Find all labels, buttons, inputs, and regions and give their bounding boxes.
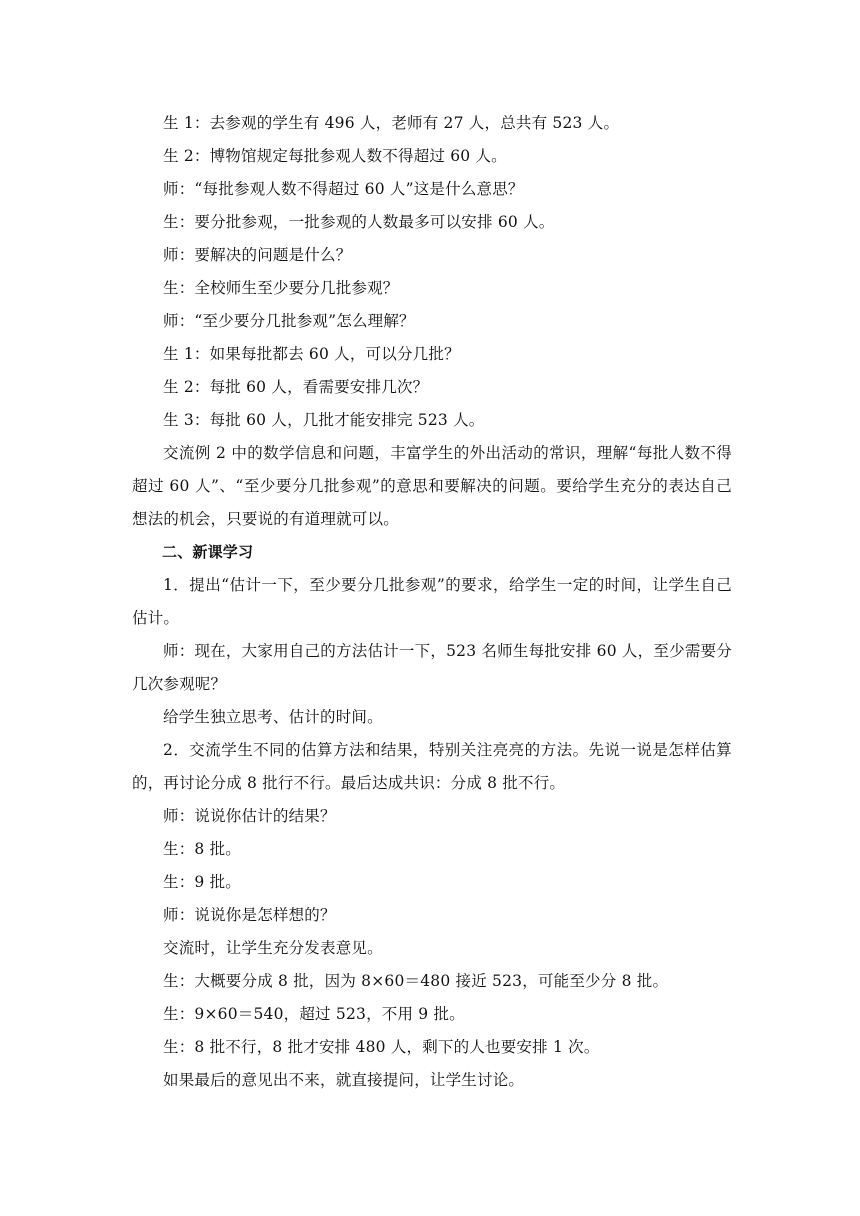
- teaching-note: 交流时，让学生充分发表意见。: [163, 939, 383, 957]
- dialogue-line: 生 1：如果每批都去 60 人，可以分几批？: [163, 345, 460, 363]
- dialogue-line: 生 1：去参观的学生有 496 人，老师有 27 人，总共有 523 人。: [163, 114, 620, 132]
- teaching-note: 交流例 2 中的数学信息和问题，丰富学生的外出活动的常识，理解“每批人数不得超过 60 人”、“至少要分几批参观”的意思和要解决的问题。要给学生充分的表达自己想法的机会，只要说的有道理就可以。: [132, 444, 732, 528]
- teaching-note: 如果最后的意见出不来，就直接提问，让学生讨论。: [163, 1071, 525, 1089]
- dialogue-line: 师：说说你是怎样想的？: [163, 906, 336, 924]
- dialogue-line: 师：现在，大家用自己的方法估计一下，523 名师生每批安排 60 人，至少需要分几次参观呢？: [132, 642, 732, 693]
- dialogue-line: 生：大概要分成 8 批，因为 8×60＝480 接近 523，可能至少分 8 批。: [163, 972, 669, 990]
- teaching-note: 给学生独立思考、估计的时间。: [163, 708, 383, 726]
- dialogue-line: 生：要分批参观，一批参观的人数最多可以安排 60 人。: [163, 213, 555, 231]
- dialogue-line: 师：说说你估计的结果？: [163, 807, 336, 825]
- dialogue-line: 生：全校师生至少要分几批参观？: [163, 279, 399, 297]
- dialogue-line: 师：要解决的问题是什么？: [163, 246, 352, 264]
- dialogue-line: 生：9×60＝540，超过 523，不用 9 批。: [163, 1005, 465, 1023]
- teaching-step: 2．交流学生不同的估算方法和结果，特别关注亮亮的方法。先说一说是怎样估算的，再讨论分成 8 批行不行。最后达成共识：分成 8 批不行。: [132, 741, 732, 792]
- dialogue-line: 生：8 批不行，8 批才安排 480 人，剩下的人也要安排 1 次。: [163, 1038, 600, 1056]
- teaching-step: 1．提出“估计一下，至少要分几批参观”的要求，给学生一定的时间，让学生自己估计。: [132, 576, 732, 627]
- section-heading: 二、新课学习: [162, 543, 254, 561]
- dialogue-line: 师：“每批参观人数不得超过 60 人”这是什么意思？: [163, 180, 524, 198]
- dialogue-line: 生：9 批。: [163, 873, 241, 891]
- document-body: [132, 107, 732, 1097]
- dialogue-line: 生 3：每批 60 人，几批才能安排完 523 人。: [163, 411, 485, 429]
- dialogue-line: 生 2：每批 60 人，看需要安排几次？: [163, 378, 429, 396]
- dialogue-line: 生：8 批。: [163, 840, 241, 858]
- dialogue-line: 生 2：博物馆规定每批参观人数不得超过 60 人。: [163, 147, 507, 165]
- dialogue-line: 师：“至少要分几批参观”怎么理解？: [163, 312, 415, 330]
